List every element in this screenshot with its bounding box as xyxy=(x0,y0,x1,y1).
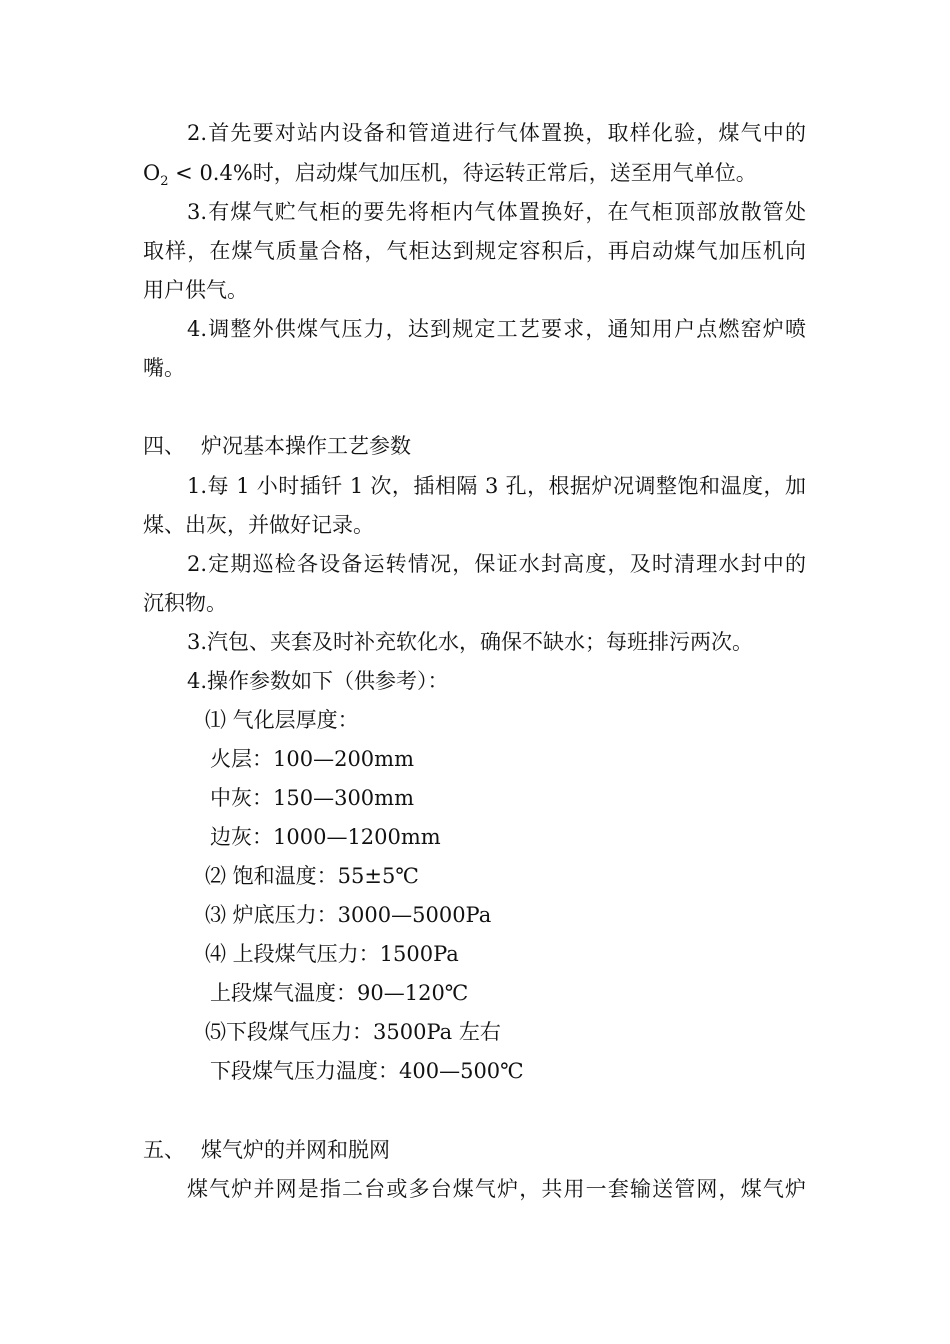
s3-p3-line1: 3.有煤气贮气柜的要先将柜内气体置换好，在气柜顶部放散管处 xyxy=(187,200,806,224)
section5-title: 煤气炉的并网和脱网 xyxy=(201,1138,390,1162)
s3-p3-line2: 取样，在煤气质量合格，气柜达到规定容积后，再启动煤气加压机向 xyxy=(143,239,806,263)
param-edge-ash: 边灰：1000—1200mm xyxy=(210,825,441,849)
oxygen-subscript: 2 xyxy=(160,174,169,189)
param-fire-layer: 火层：100—200mm xyxy=(210,747,414,771)
s4-item1-line2: 煤、出灰，并做好记录。 xyxy=(143,513,374,537)
s3-p3-line3: 用户供气。 xyxy=(143,278,248,302)
s4-item4: 4.操作参数如下（供参考）： xyxy=(187,669,449,693)
oxygen-symbol: O xyxy=(143,161,161,185)
s3-p4-line2: 嘴。 xyxy=(143,356,185,380)
s4-item2-line1: 2.定期巡检各设备运转情况，保证水封高度，及时清理水封中的 xyxy=(187,552,806,576)
param-lower-gas-temp: 下段煤气压力温度：400—500℃ xyxy=(210,1059,524,1083)
section4-title: 炉况基本操作工艺参数 xyxy=(201,434,411,458)
section4-number: 四、 xyxy=(143,434,185,458)
section4-heading xyxy=(143,432,411,460)
param-upper-gas-pressure: ⑷ 上段煤气压力：1500Pa xyxy=(205,942,459,966)
s4-item3: 3.汽包、夹套及时补充软化水，确保不缺水；每班排污两次。 xyxy=(187,630,754,654)
s3-p2-line2-text: < 0.4%时，启动煤气加压机，待运转正常后，送至用气单位。 xyxy=(168,161,757,185)
param-upper-gas-temp: 上段煤气温度：90—120℃ xyxy=(210,981,469,1005)
param-gasification-layer: ⑴ 气化层厚度： xyxy=(205,708,359,732)
s5-p1-line1: 煤气炉并网是指二台或多台煤气炉，共用一套输送管网，煤气炉 xyxy=(187,1177,806,1201)
param-middle-ash: 中灰：150—300mm xyxy=(210,786,414,810)
s4-item2-line2: 沉积物。 xyxy=(143,591,227,615)
section5-number: 五、 xyxy=(143,1138,185,1162)
s4-item1-line1: 1.每 1 小时插钎 1 次，插相隔 3 孔，根据炉况调整饱和温度，加 xyxy=(187,474,806,498)
s3-p2-line1: 2.首先要对站内设备和管道进行气体置换，取样化验，煤气中的 xyxy=(187,121,806,145)
section5-heading xyxy=(143,1136,390,1164)
s3-p4-line1: 4.调整外供煤气压力，达到规定工艺要求，通知用户点燃窑炉喷 xyxy=(187,317,806,341)
s3-p2-line2 xyxy=(143,159,757,196)
param-bottom-pressure: ⑶ 炉底压力：3000—5000Pa xyxy=(205,903,492,927)
param-saturation-temp: ⑵ 饱和温度：55±5℃ xyxy=(205,864,419,888)
param-lower-gas-pressure: ⑸下段煤气压力：3500Pa 左右 xyxy=(205,1020,501,1044)
